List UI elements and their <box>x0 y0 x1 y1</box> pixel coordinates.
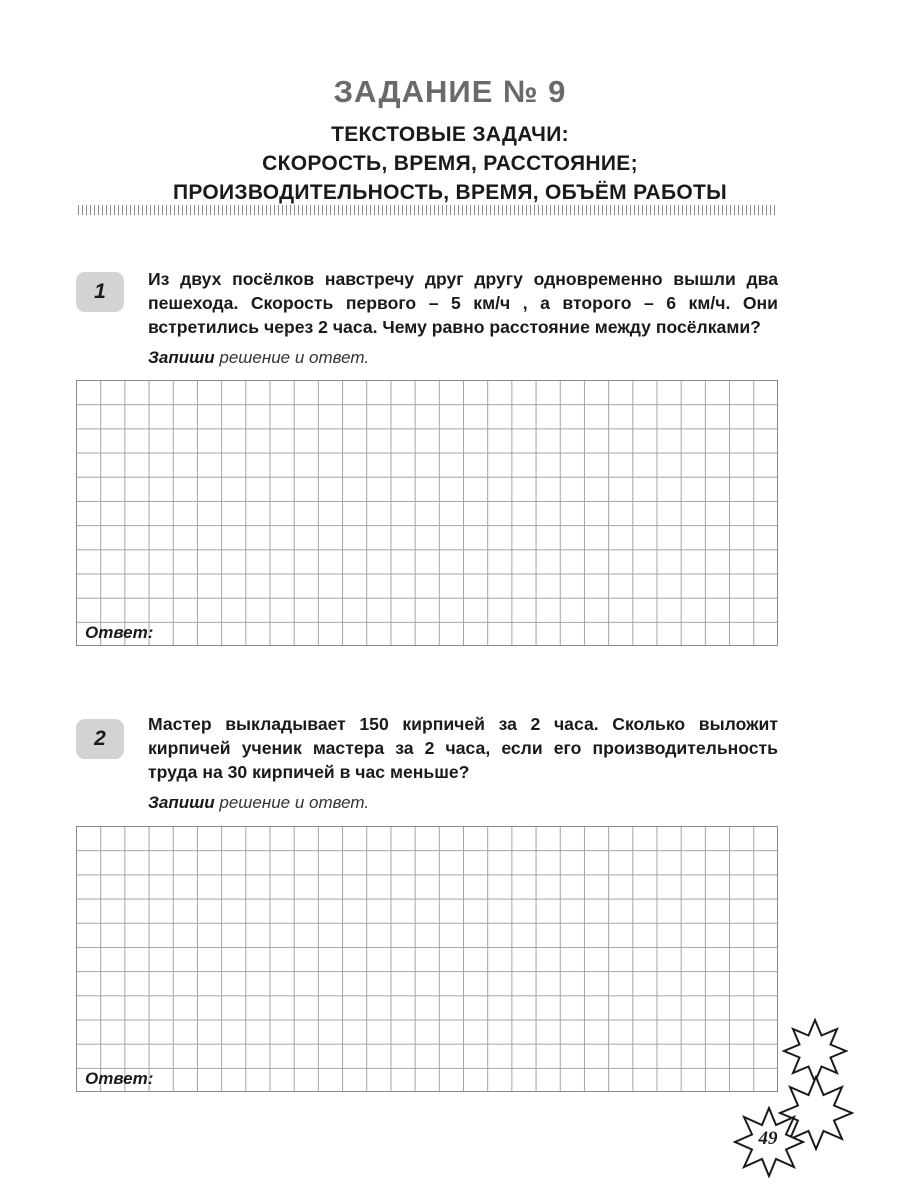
task-instruction <box>148 348 369 368</box>
instruction-bold: Запиши <box>148 348 215 367</box>
task-text: Из двух посёлков навстречу друг другу одновременно вышли два пешехода. Скорость первого – 5 км/ч , а второго – 6 км/ч. Они встретились через 2 часа. Чему равно расстояние между посёлками? <box>148 269 778 337</box>
task-number-badge: 2 <box>76 719 124 759</box>
task-instruction <box>148 793 369 813</box>
answer-label: Ответ: <box>85 623 154 642</box>
title-divider <box>78 205 778 215</box>
answer-grid[interactable] <box>76 380 778 646</box>
subtitle-line: СКОРОСТЬ, ВРЕМЯ, РАССТОЯНИЕ; <box>262 152 638 175</box>
answer-label: Ответ: <box>85 1069 154 1088</box>
subtitle-line: ПРОИЗВОДИТЕЛЬНОСТЬ, ВРЕМЯ, ОБЪЁМ РАБОТЫ <box>172 181 728 204</box>
instruction-bold: Запиши <box>148 793 215 812</box>
page-number: 49 <box>758 1128 778 1149</box>
subtitle-line: ТЕКСТОВЫЕ ЗАДАЧИ: <box>331 123 569 146</box>
task-number-badge: 1 <box>76 272 124 312</box>
task-text: Мастер выкладывает 150 кирпичей за 2 часа. Сколько выложит кирпичей ученик мастера за 2 часа, если его производительность труда на 30 кирпичей в час меньше? <box>148 714 778 782</box>
instruction-rest: решение и ответ. <box>214 793 370 812</box>
instruction-rest: решение и ответ. <box>214 348 370 367</box>
page-subtitle <box>0 120 900 207</box>
answer-grid[interactable] <box>76 826 778 1092</box>
page-title: ЗАДАНИЕ № 9 <box>333 74 567 109</box>
